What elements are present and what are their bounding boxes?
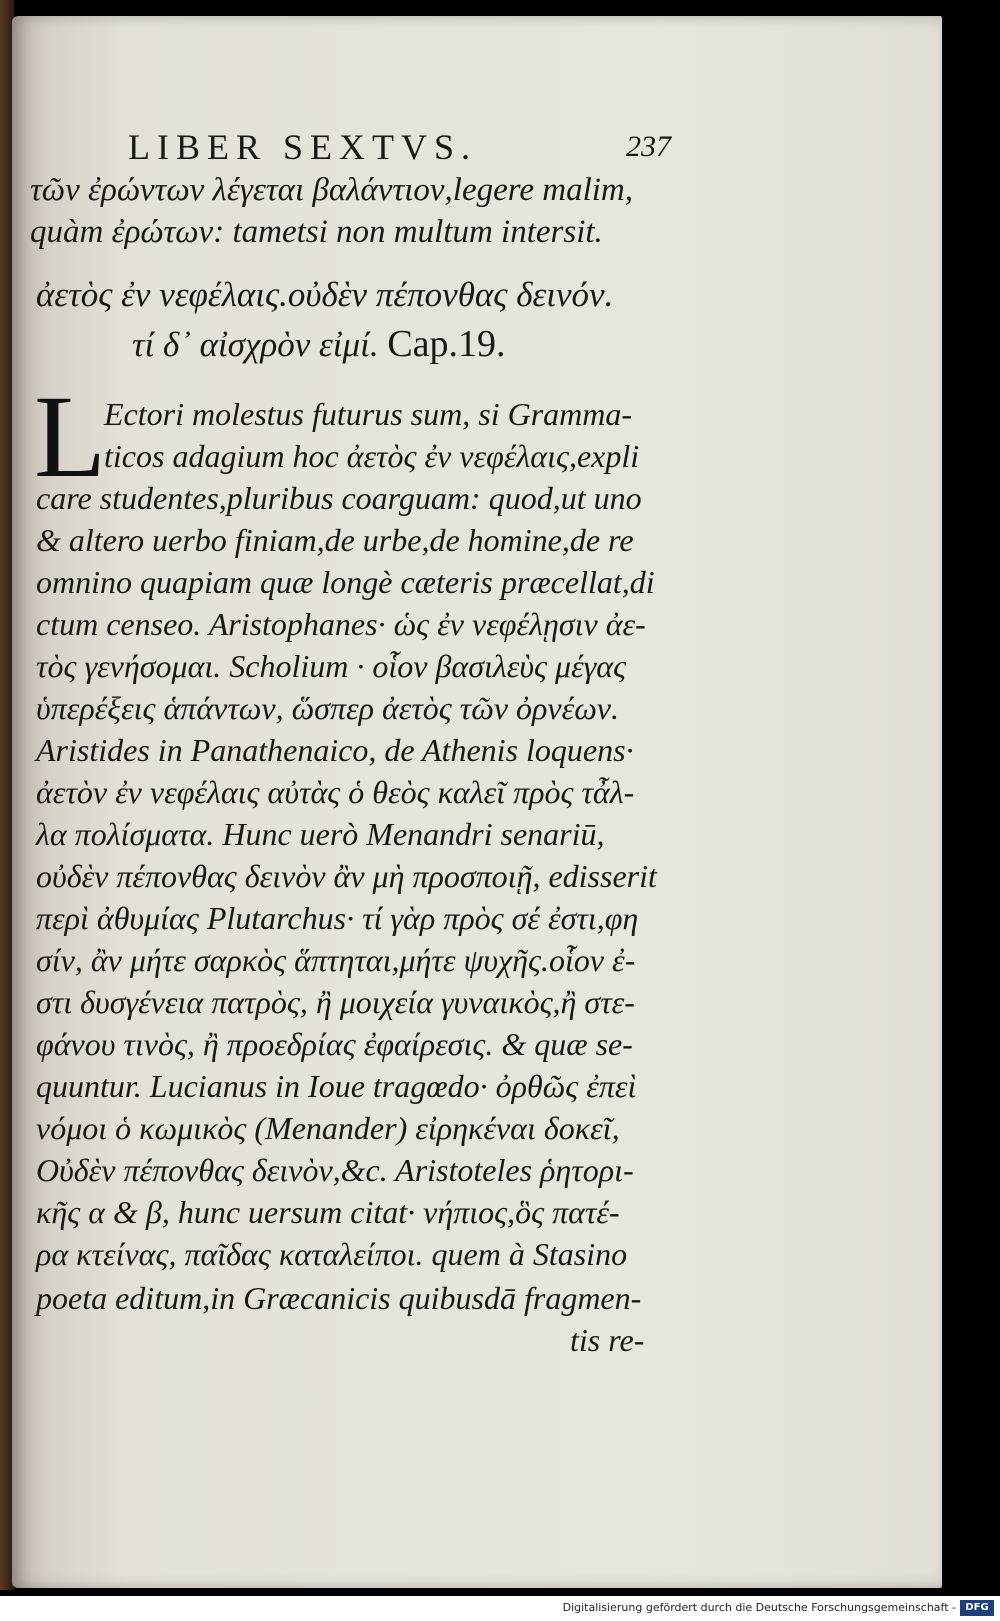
text-line: Aristides in Panathenaico, de Athenis loquens·: [36, 732, 634, 768]
text-line: Ectori molestus futurus sum, si Gramma-: [104, 396, 633, 432]
text-line: quàm ἐρώτων: tametsi non multum intersit.: [30, 214, 603, 250]
text-line: στι δυσγένεια πατρὸς, ἢ μοιχεία γυναικὸς,ἢ στε-: [36, 984, 635, 1020]
catchword: tis re-: [570, 1322, 645, 1358]
dfg-logo: DFG: [960, 1600, 994, 1616]
text-line: τῶν ἐρώντων λέγεται βαλάντιον,legere malim,: [30, 172, 634, 208]
text-line: omnino quapiam quæ longè cæteris præcellat,di: [36, 564, 655, 600]
text-line: φάνου τινὸς, ἢ προεδρίας ἐφαίρεσις. & quæ se-: [36, 1026, 633, 1062]
funding-notice: Digitalisierung gefördert durch die Deutsche Forschungsgemeinschaft -: [562, 1601, 956, 1614]
footer-bar: [0, 1596, 1000, 1621]
text-line: περὶ ἀθυμίας Plutarchus· τί γὰρ πρὸς σέ ἐστι,φη: [36, 900, 639, 936]
drop-cap-initial: L: [34, 371, 107, 502]
text-line: ἀετὸν ἐν νεφέλαις αὐτὰς ὁ θεὸς καλεῖ πρὸς τἆλ-: [36, 774, 635, 810]
text-line: care studentes,pluribus coarguam: quod,ut uno: [36, 480, 642, 516]
text-line: ὑπερέξεις ἁπάντων, ὥσπερ ἀετὸς τῶν ὀρνέων.: [36, 690, 619, 726]
text-line: & altero uerbo finiam,de urbe,de homine,de re: [36, 522, 634, 558]
text-line: quuntur. Lucianus in Ioue tragœdo· ὀρθῶς ἐπεὶ: [36, 1068, 637, 1104]
page-number: 237: [626, 130, 671, 163]
chapter-heading-greek: τί δ᾽ αἰσχρὸν εἰμί.: [132, 325, 379, 364]
chapter-heading-line-1: ἀετὸς ἐν νεφέλαις.οὐδὲν πέπονθας δεινόν.: [36, 275, 614, 314]
text-line: ρα κτείνας, παῖδας καταλείποι. quem à Stasino: [36, 1236, 628, 1272]
text-line: νόμοι ὁ κωμικὸς (Menander) εἰρηκέναι δοκεῖ,: [36, 1110, 620, 1146]
text-line: Οὐδὲν πέπονθας δεινὸν,&c. Aristoteles ῥητορι-: [36, 1152, 634, 1188]
text-line: τὸς γενήσομαι. Scholium · οἷον βασιλεὺς μέγας: [36, 648, 627, 684]
chapter-number: Cap.19.: [387, 323, 506, 365]
text-line: poeta editum,in Græcanicis quibusdā fragmen-: [36, 1280, 642, 1316]
text-line: οὐδὲν πέπονθας δεινὸν ἂν μὴ προσποιῇ, edisserit: [36, 858, 657, 894]
chapter-heading-line-2: [132, 322, 506, 366]
text-line: ticos adagium hoc ἀετὸς ἐν νεφέλαις,expli: [104, 438, 640, 474]
text-line: σίν, ἂν μήτε σαρκὸς ἅπτηται,μήτε ψυχῆς.οἷον ἐ-: [36, 942, 636, 978]
text-line: ctum censeo. Aristophanes· ὡς ἐν νεφέλῃσιν ἀε-: [36, 606, 646, 642]
text-line: κῆς α & β, hunc uersum citat· νήπιος,ὃς πατέ-: [36, 1194, 620, 1230]
text-line: λα πολίσματα. Hunc uerò Menandri senariū,: [36, 816, 605, 852]
running-head: LIBER SEXTVS.: [128, 127, 478, 167]
